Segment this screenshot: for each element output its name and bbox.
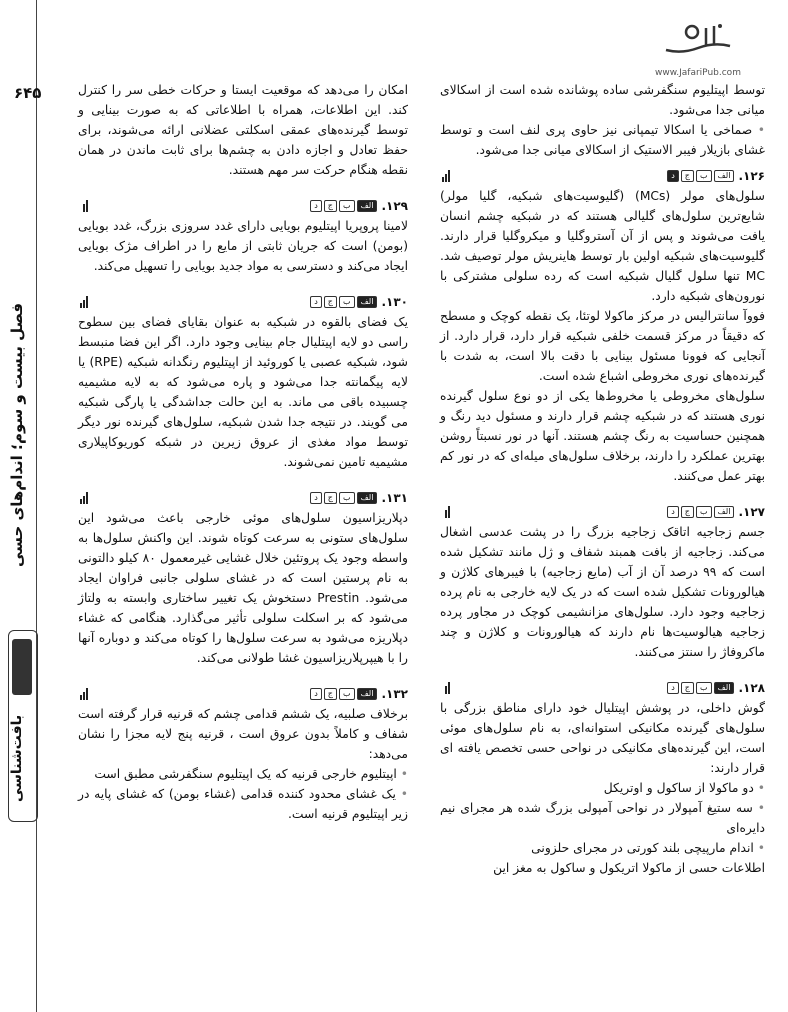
option-dal: د [310, 200, 322, 212]
option-be: ب [339, 200, 355, 212]
paragraph: توسط اپیتلیوم سنگفرشی ساده پوشانده شده است از اسکالای میانی جدا می‌شود. [440, 83, 765, 117]
option-alef: الف [357, 492, 378, 504]
paragraph: اطلاعات حسی از ماکولا اتریکول و ساکول به مغز این [493, 861, 765, 875]
difficulty-bars-icon [78, 492, 88, 504]
option-be: ب [339, 492, 355, 504]
question-header-130 [78, 292, 408, 312]
option-dal: د [310, 688, 322, 700]
paragraph: جسم زجاجیه اتاقک زجاجیه بزرگ را در پشت عدسی اشغال می‌کند. زجاجیه از بافت همبند شفاف و ژل مانند تشکیل شده است که ۹۹ درصد آن از آب (مایع زجاجیه) با فیبرهای کلاژن و هیالورونات تشکیل شده است که در یک لایه خارجی به نام پرده زجاجیه وجود دارد. سلول‌های مزانشیمی کوچک در مجاور پرده زجاجیه هیالوسیت‌ها نام دارند که هیالورونات و کلاژن و چند ماکروفاژ را سنتز می‌کنند. [440, 525, 765, 659]
question-header-127 [440, 502, 765, 522]
paragraph: امکان را می‌دهد که موقعیت ایستا و حرکات خطی سر را کنترل کند. این اطلاعات، همراه با اطلاعاتی که به صورت بینایی و توسط گیرنده‌های عمقی اسکلتی عضلانی ارائه می‌شوند، برای حفظ تعادل و اجازه دادن به چشم‌ها برای ثابت ماندن در همان نقطه هنگام حرکت سر مهم هستند. [78, 83, 408, 177]
bullet-item: • اپیتلیوم خارجی قرنیه که یک اپیتلیوم سنگفرشی مطبق است [78, 764, 408, 784]
question-number: ۱۲۹. [381, 199, 408, 213]
publisher-url: www.JafariPub.com [655, 68, 741, 78]
publisher-logo [648, 18, 748, 78]
paragraph: برخلاف صلبیه، یک ششم قدامی چشم که قرنیه قرار گرفته است شفاف و کاملاً بدون عروق است ، قرنیه پنج لایه مجزا را نشان می‌دهد: [78, 707, 408, 761]
option-be: ب [696, 506, 712, 518]
question-number: ۱۲۸. [738, 681, 765, 695]
option-jim: ج [324, 688, 337, 700]
option-dal: د [310, 296, 322, 308]
left-column [78, 80, 408, 824]
option-jim: ج [324, 200, 337, 212]
difficulty-bars-icon [78, 200, 88, 212]
difficulty-bars-icon [440, 170, 450, 182]
book-title-box [8, 630, 38, 822]
bullet-item: • یک غشای محدود کننده قدامی (غشاء بومن) که غشای پایه در زیر اپیتلیوم قرنیه است. [78, 784, 408, 824]
book-title: بافت‌شناسی [9, 714, 25, 802]
question-header-132 [78, 684, 408, 704]
right-column [440, 80, 765, 878]
difficulty-bars-icon [78, 296, 88, 308]
option-dal: د [310, 492, 322, 504]
option-be: ب [339, 296, 355, 308]
paragraph: گوش داخلی، در پوشش اپیتلیال خود دارای مناطق بزرگی با سلول‌های گیرنده مکانیکی استوانه‌ای، به نام سلول‌های موئی است، این گیرنده‌های مکانیکی در نواحی حسی تخصص یافته ای قرار دارند: [440, 701, 765, 775]
page-number: ۶۴۵ [14, 84, 42, 102]
bullet-item: • صماخی یا اسکالا تیمپانی نیز حاوی پری لنف است و توسط غشای بازیلار فیبر الاستیک از اسکالای میانی جدا می‌شود. [440, 120, 765, 160]
option-jim: ج [681, 170, 694, 182]
question-number: ۱۲۶. [738, 169, 765, 183]
bullet-item: • سه ستیغ آمپولار در نواحی آمپولی بزرگ شده هر مجرای نیم دایره‌ای [440, 798, 765, 838]
paragraph: فووآ سانترالیس در مرکز ماکولا لوتئا، یک نقطه کوچک و مسطح که دقیقاً در مرکز قسمت خلفی شبکیه قرار دارد، قرار دارد. از آنجایی که فوونا مسئول بینایی با دقت بالا است، به شدت با گیرنده‌های نوری مخروطی اشباع شده است. [440, 309, 765, 383]
option-alef: الف [714, 506, 735, 518]
option-alef: الف [714, 682, 735, 694]
question-number: ۱۳۰. [381, 295, 408, 309]
option-alef: الف [714, 170, 735, 182]
side-divider [36, 0, 37, 1012]
option-jim: ج [681, 682, 694, 694]
difficulty-bars-icon [440, 506, 450, 518]
option-dal: د [667, 682, 679, 694]
question-number: ۱۳۲. [381, 687, 408, 701]
bullet-item: • اندام مارپیچی بلند کورتی در مجرای حلزونی [440, 838, 765, 858]
question-header-126 [440, 166, 765, 186]
book-logo-icon [12, 639, 32, 695]
paragraph: سلول‌های مخروطی یا مخروط‌ها یکی از دو نوع سلول گیرنده نوری هستند که در شبکیه چشم قرار دارند و مسئول دید رنگ و همچنین حساسیت به رنگ چشم هستند. آنها در نور نسبتاً روشن بهترین عملکرد را دارند، برخلاف سلول‌های میله‌ای که در نور کم بهتر عمل می‌کنند. [440, 389, 765, 483]
question-header-131 [78, 488, 408, 508]
paragraph: یک فضای بالقوه در شبکیه به عنوان بقایای فضای بین سطوح راسی دو لایه اپیتلیال جام بینایی وجود دارد. اگر این فضا منبسط شود، شبکیه عصبی یا کوروئید از اپیتلیوم رنگدانه شبکیه (RPE) یا لایه پیگمانته جدا می‌شود و پاره می‌شود که به لایه مشیمیه چسبیده باقی می ماند. به این حالت جداشدگی یا پارگی شبکیه می گویند. در نتیجه جدا شدن شبکیه، سلول‌های گیرنده نور دیگر توسط مواد مغذی از عروق زیرین در شبکه کوریوکاپیلاری مشیمیه تامین نمی‌شوند. [78, 315, 408, 469]
option-jim: ج [324, 492, 337, 504]
question-header-128 [440, 678, 765, 698]
option-alef: الف [357, 296, 378, 308]
option-alef: الف [357, 200, 378, 212]
option-be: ب [696, 170, 712, 182]
paragraph: سلول‌های مولر (MCs) (گلیوسیت‌های شبکیه، گلیا مولر) شایع‌ترین سلول‌های گلیالی هستند که در شبکیه چشم انسان یافت می‌شوند و پس از آن آستروگلیا و میکروگلیا قرار دارند. گلیوسیت‌های شبکیه اولین بار توسط هاینریش مولر توصیف شد. MC تنها سلول گلیال شبکیه است که رده سلولی مشترکی با نورون‌های شبکیه دارد. [440, 189, 765, 303]
difficulty-bars-icon [440, 682, 450, 694]
paragraph: دپلاریزاسیون سلول‌های موئی خارجی باعث می‌شود این سلول‌های ستونی به سرعت کوتاه شوند. این واکنش سلول‌ها به واسطه وجود یک پروتئین خلال غشایی غیرمعمول ۸۰ کیلو دالتونی به نام پرستین است که در غشای سلولی جانبی فراوان ایجاد می‌شود. Prestin دستخوش یک تغییر ساختاری وابسته به ولتاژ می‌شود که بر اسکلت سلولی تأثیر می‌گذارد. هنگامی که غشاء دپلاریزه می‌شود به سرعت سلول‌ها را کوتاه می‌کند و دوباره آنها را با هیپرپلاریزاسیون غشا طولانی می‌کند. [78, 511, 408, 665]
option-dal: د [667, 170, 679, 182]
option-alef: الف [357, 688, 378, 700]
paragraph: لامینا پروپریا اپیتلیوم بویایی دارای غدد سروزی بزرگ، غدد بویایی (بومن) است که جریان ثابتی از مایع را در اطراف مژک بویایی ایجاد می‌کند و دسترسی به مواد جدید بویایی را تسهیل می‌کند. [78, 219, 408, 273]
chapter-title: فصل بیست و سوم؛ اندام‌های حسی [8, 302, 26, 568]
bullet-item: • دو ماکولا از ساکول و اوتریکل [440, 778, 765, 798]
option-jim: ج [681, 506, 694, 518]
publisher-logo-icon [662, 20, 734, 60]
question-header-129 [78, 196, 408, 216]
question-number: ۱۳۱. [381, 491, 408, 505]
option-jim: ج [324, 296, 337, 308]
option-be: ب [696, 682, 712, 694]
option-dal: د [667, 506, 679, 518]
question-number: ۱۲۷. [738, 505, 765, 519]
difficulty-bars-icon [78, 688, 88, 700]
option-be: ب [339, 688, 355, 700]
